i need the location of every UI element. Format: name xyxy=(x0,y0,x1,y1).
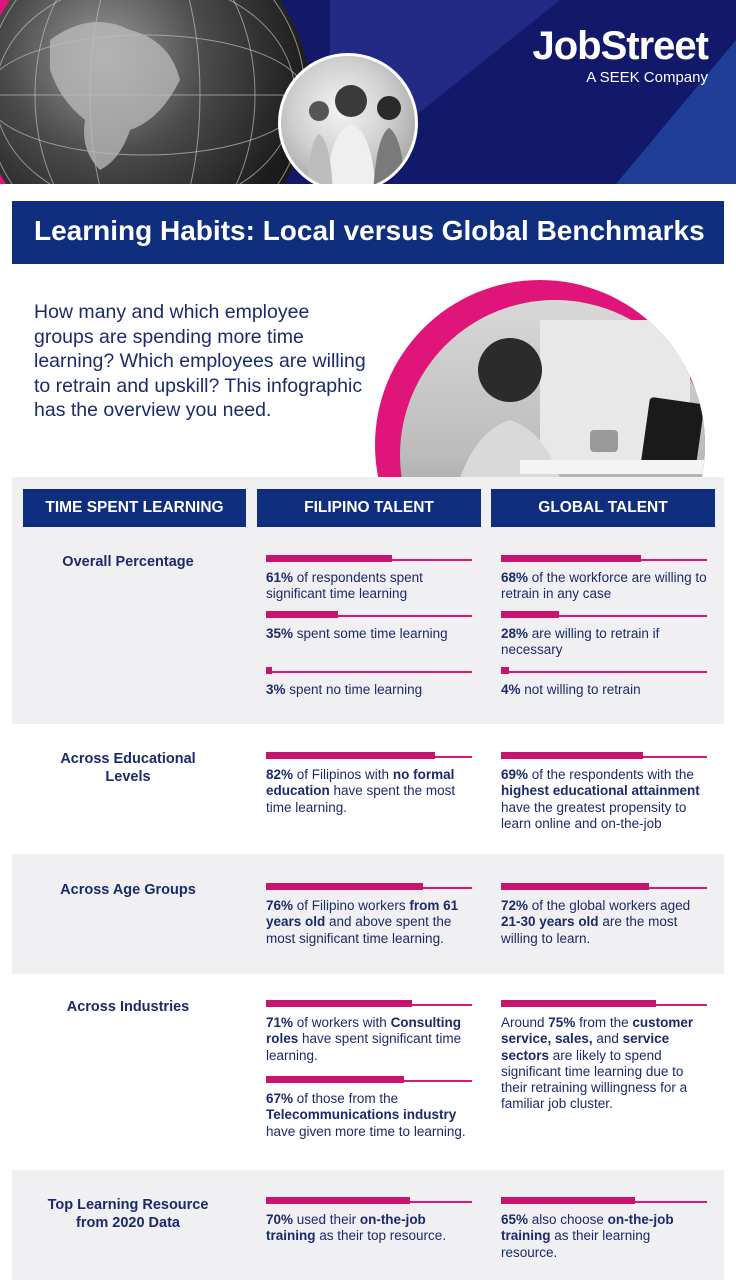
call-center-photo xyxy=(278,53,418,184)
percent-bar xyxy=(501,752,707,760)
percent-bar-fill xyxy=(501,1197,635,1204)
row-label-age: Across Age Groups xyxy=(60,882,196,898)
stat-item: 67% of those from the Telecommunications industry have given more time to learning. xyxy=(266,1076,472,1140)
page-title: Learning Habits: Local versus Global Benchmarks xyxy=(12,201,724,264)
percent-bar xyxy=(501,1197,707,1205)
hero-banner xyxy=(0,0,736,184)
intro-paragraph: How many and which employee groups are spending more time learning? Which employees are willing to retrain and upskill? This infographic has the overview you need. xyxy=(34,301,366,421)
percent-bar xyxy=(501,555,707,563)
stat-item: 4% not willing to retrain xyxy=(501,667,707,698)
header-time-spent-learning: TIME SPENT LEARNING xyxy=(23,489,246,527)
percent-bar xyxy=(501,883,707,891)
stat-item: 68% of the workforce are willing to retrain in any case xyxy=(501,555,707,603)
percent-bar-fill xyxy=(501,667,509,674)
row-label-education: Across Educational Levels xyxy=(60,751,196,785)
percent-bar-fill xyxy=(501,752,643,759)
percent-bar xyxy=(266,1076,472,1084)
percent-bar-fill xyxy=(501,1000,656,1007)
percent-bar-fill xyxy=(266,883,423,890)
percent-bar-fill xyxy=(266,1076,404,1083)
stat-item: 70% used their on-the-job training as their top resource. xyxy=(266,1197,472,1245)
stat-item: 61% of respondents spent significant time learning xyxy=(266,555,472,603)
percent-bar xyxy=(266,752,472,760)
percent-bar-fill xyxy=(501,555,641,562)
header-global-talent: GLOBAL TALENT xyxy=(491,489,715,527)
percent-bar xyxy=(501,1000,707,1008)
percent-bar xyxy=(266,555,472,563)
brand-tagline: A SEEK Company xyxy=(586,69,708,86)
stat-item: Around 75% from the customer service, sales, and service sectors are likely to spend significant time learning due to their retraining willingness for a familiar job cluster. xyxy=(501,1000,707,1113)
stat-item: 72% of the global workers aged 21-30 years old are the most willing to learn. xyxy=(501,883,707,947)
percent-bar-fill xyxy=(266,611,338,618)
globe-image xyxy=(0,0,310,184)
jobstreet-logo xyxy=(533,24,709,88)
stat-item: 76% of Filipino workers from 61 years old and above spent the most significant time learning. xyxy=(266,883,472,947)
header-filipino-talent: FILIPINO TALENT xyxy=(257,489,481,527)
percent-bar xyxy=(266,611,472,619)
stat-item: 35% spent some time learning xyxy=(266,611,472,642)
row-label-industries: Across Industries xyxy=(66,999,190,1015)
stat-item: 3% spent no time learning xyxy=(266,667,472,698)
brand-name: JobStreet xyxy=(532,24,708,68)
percent-bar xyxy=(266,1197,472,1205)
stat-item: 82% of Filipinos with no formal education have spent the most time learning. xyxy=(266,752,472,816)
percent-bar xyxy=(266,667,472,675)
stat-item: 69% of the respondents with the highest educational attainment have the greatest propensity to learn online and on-the-job xyxy=(501,752,707,832)
percent-bar xyxy=(501,611,707,619)
percent-bar-fill xyxy=(266,667,272,674)
percent-bar xyxy=(266,1000,472,1008)
percent-bar xyxy=(266,883,472,891)
percent-bar-fill xyxy=(266,1197,410,1204)
stat-item: 28% are willing to retrain if necessary xyxy=(501,611,707,659)
percent-bar-fill xyxy=(501,611,559,618)
percent-bar-fill xyxy=(266,555,392,562)
row-label-resource: Top Learning Resource from 2020 Data xyxy=(47,1197,209,1231)
stat-item: 65% also choose on-the-job training as their learning resource. xyxy=(501,1197,707,1261)
percent-bar-fill xyxy=(501,883,649,890)
row-label-overall: Overall Percentage xyxy=(62,554,194,570)
percent-bar-fill xyxy=(266,1000,412,1007)
percent-bar-fill xyxy=(266,752,435,759)
percent-bar xyxy=(501,667,707,675)
stat-item: 71% of workers with Consulting roles have spent significant time learning. xyxy=(266,1000,472,1064)
